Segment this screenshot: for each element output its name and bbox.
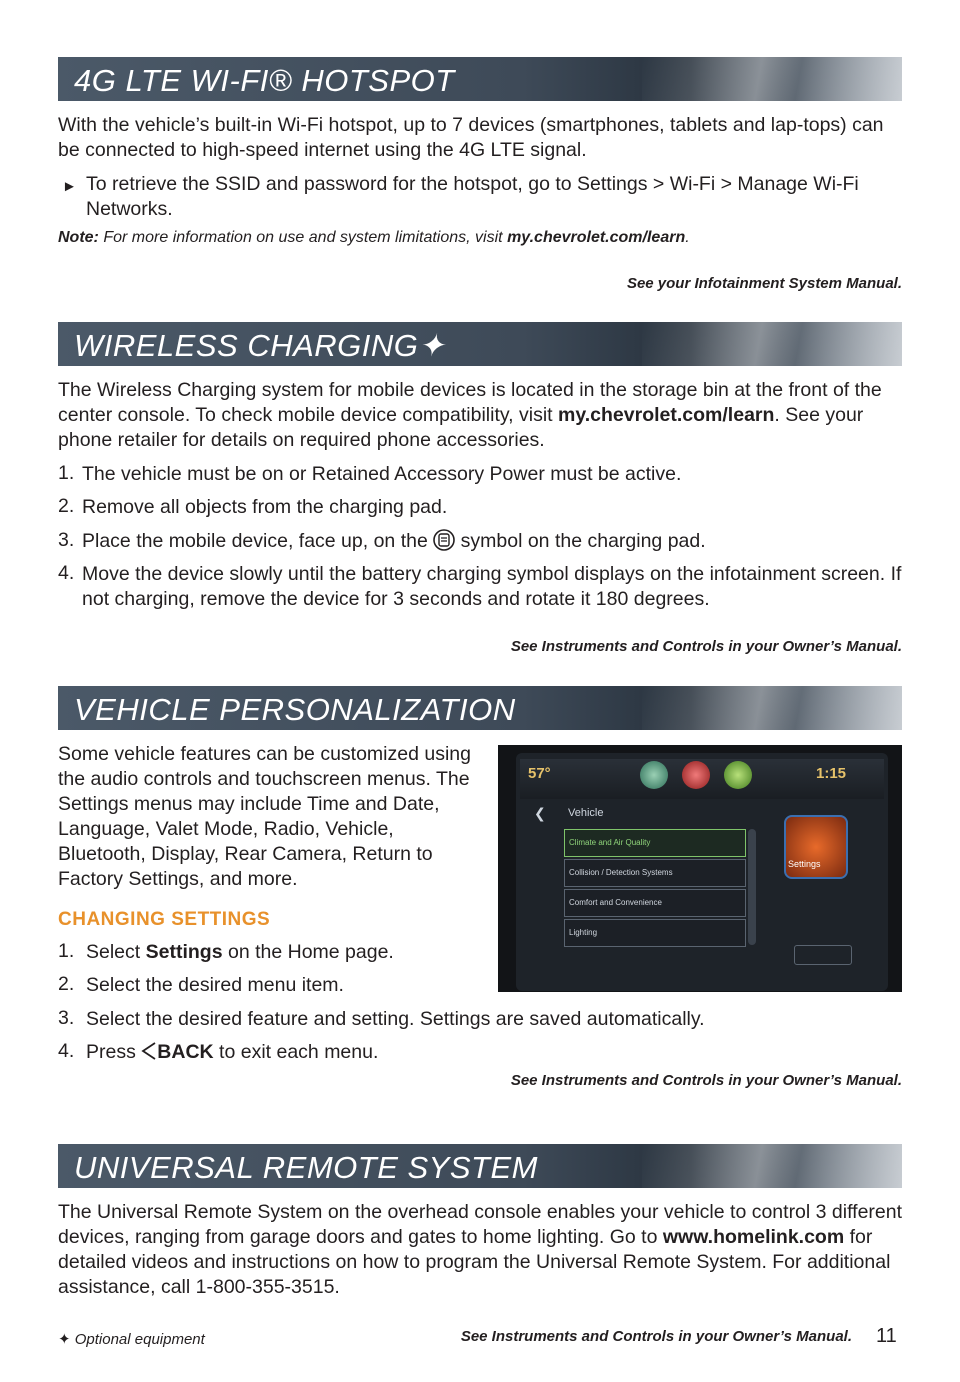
hotspot-body: With the vehicle’s built-in Wi-Fi hotspot, up to 7 devices (smartphones, tablets and lap-tops) can be connected to high-speed internet using the 4G LTE signal. [58,114,884,161]
settings-step: Select the desired feature and setting. Settings are saved automatically. [86,1008,705,1030]
charging-symbol-icon [433,529,455,558]
screen-time: 1:15 [816,765,847,782]
charging-step: Place the mobile device, face up, on the symbol on the charging pad. [82,529,902,558]
bullet-arrow-icon: ► [62,178,77,195]
menu-item[interactable]: Collision / Detection Systems [564,859,746,887]
chevron-up-icon[interactable] [794,945,852,965]
settings-step: Select the desired menu item. [86,974,344,996]
note-link[interactable]: my.chevrolet.com/learn [507,229,686,246]
note-text: For more information on use and system limitations, visit [103,229,503,246]
optional-equipment-note: ✦ Optional equipment [58,1331,205,1348]
app-icon[interactable] [724,761,752,789]
charging-link[interactable]: my.chevrolet.com/learn [558,404,775,426]
section-header-hotspot [58,57,902,101]
charging-reference: See Instruments and Controls in your Owner’s Manual. [510,638,902,655]
menu-item[interactable]: Lighting [564,919,746,947]
section-title: 4G LTE WI-FI® HOTSPOT [74,63,455,98]
hotspot-bullet: To retrieve the SSID and password for the hotspot, go to Settings > Wi-Fi > Manage Wi-Fi Networks. [86,173,859,220]
screen-header: Vehicle [568,807,604,819]
charging-step: The vehicle must be on or Retained Accessory Power must be active. [82,463,682,485]
charging-intro: The Wireless Charging system for mobile devices is located in the storage bin at the front of the center console. To check mobile device compatibility, visit my.chevrolet.com/learn. See your phone retailer for details on required phone accessories. [58,379,882,451]
section-title: VEHICLE PERSONALIZATION [74,692,516,727]
remote-body: The Universal Remote System on the overhead console enables your vehicle to control 3 different devices, ranging from garage doors and gates to home lighting. Go to www.homelink.com for detailed videos and instructions on how to program the Universal Remote System. For additional assistance, call 1-800-355-3515. [58,1201,903,1298]
back-chevron-icon[interactable]: ❮ [534,805,546,821]
settings-app-label: Settings [788,859,821,869]
back-arrow-icon [141,1042,157,1067]
settings-step: Select Settings on the Home page. [86,941,394,963]
app-icon[interactable] [640,761,668,789]
scrollbar[interactable] [748,829,756,945]
section-title: UNIVERSAL REMOTE SYSTEM [74,1150,538,1185]
page-number: 11 [876,1325,897,1347]
screen-temperature: 57° [528,765,551,782]
menu-item[interactable]: Climate and Air Quality [564,829,746,857]
hotspot-reference: See your Infotainment System Manual. [626,275,902,292]
app-icon[interactable] [682,761,710,789]
menu-item[interactable]: Comfort and Convenience [564,889,746,917]
homelink-link[interactable]: www.homelink.com [662,1226,845,1248]
personalization-reference: See Instruments and Controls in your Owner’s Manual. [510,1072,902,1089]
subheading-changing-settings: CHANGING SETTINGS [58,909,271,930]
remote-reference: See Instruments and Controls in your Owner’s Manual. [460,1328,852,1345]
section-header-personalization [58,686,902,730]
infotainment-screen-photo [498,745,902,992]
charging-step: Move the device slowly until the battery charging symbol displays on the infotainment screen. If not charging, remove the device for 3 seconds and rotate it 180 degrees. [82,563,902,610]
note-label: Note: [58,229,99,246]
personalization-intro: Some vehicle features can be customized using the audio controls and touchscreen menus. The Settings menus may include Time and Date, Language, Valet Mode, Radio, Vehicle, Bluetooth, Display, Rear Camera, Return to Factory Settings, and more. [58,743,471,890]
section-header-wireless-charging [58,322,902,366]
gear-icon[interactable] [784,815,848,879]
hotspot-note: Note: For more information on use and system limitations, visit my.chevrolet.com/learn. [58,229,690,246]
section-header-universal-remote [58,1144,902,1188]
section-title: WIRELESS CHARGING✦ [74,328,445,363]
settings-step: Press BACK to exit each menu. [86,1040,906,1067]
charging-step: Remove all objects from the charging pad. [82,496,448,518]
